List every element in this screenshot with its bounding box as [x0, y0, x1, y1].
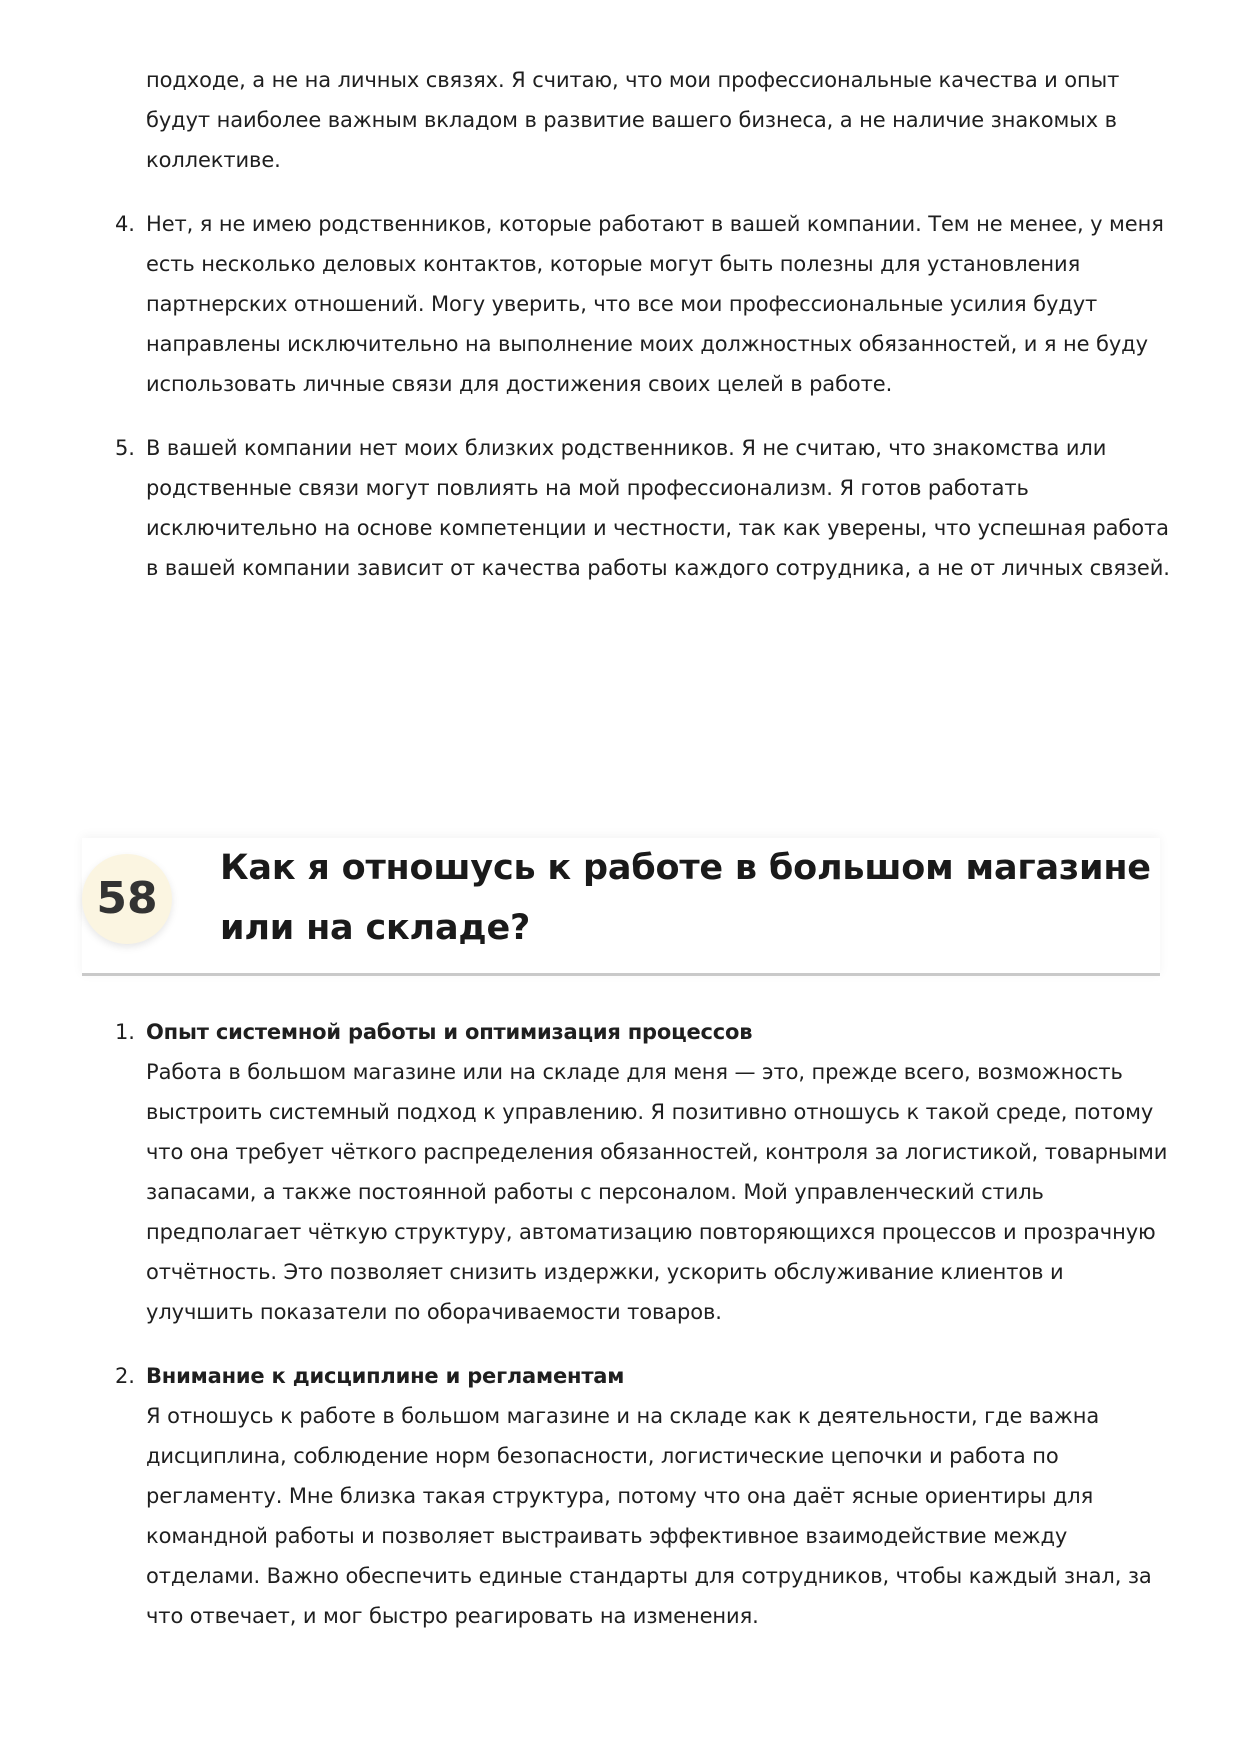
question-number-badge: 58 [82, 854, 172, 944]
item-number: 1. [115, 1020, 135, 1044]
item-number: 5. [115, 436, 135, 460]
list-item [115, 1012, 1170, 1332]
item-number: 4. [115, 212, 135, 236]
previous-answers-list [115, 60, 1170, 588]
item-title: Опыт системной работы и оптимизация процессов [146, 1020, 753, 1044]
list-item [115, 428, 1170, 588]
list-item [115, 1356, 1170, 1636]
list-item [115, 204, 1170, 404]
list-item-continuation [115, 60, 1170, 180]
item-title: Внимание к дисциплине и регламентам [146, 1364, 625, 1388]
continuation-text: подходе, а не на личных связях. Я считаю, что мои профессиональные качества и опыт будут наиболее важным вкладом в развитие вашего бизнеса, а не наличие знакомых в коллективе. [146, 68, 1120, 172]
item-text: Нет, я не имею родственников, которые работают в вашей компании. Тем не менее, у меня есть несколько деловых контактов, которые могут быть полезны для установления партнерских отношений. Могу уверить, что все мои профессиональные усилия будут направлены исключительно на выполнение моих должностных обязанностей, и я не буду использовать личные связи для достижения своих целей в работе. [146, 212, 1164, 396]
answers-list [115, 1012, 1170, 1636]
question-title: Как я отношусь к работе в большом магазине или на складе? [220, 848, 1151, 948]
question-header [82, 838, 1160, 976]
item-text: Я отношусь к работе в большом магазине и на складе как к деятельности, где важна дисциплина, соблюдение норм безопасности, логистические цепочки и работа по регламенту. Мне близка такая структура, потому что она даёт ясные ориентиры для командной работы и позволяет выстраивать эффективное взаимодействие между отделами. Важно обеспечить единые стандарты для сотрудников, чтобы каждый знал, за что отвечает, и мог быстро реагировать на изменения. [146, 1404, 1152, 1628]
item-text: В вашей компании нет моих близких родственников. Я не считаю, что знакомства или родственные связи могут повлиять на мой профессионализм. Я готов работать исключительно на основе компетенции и честности, так как уверены, что успешная работа в вашей компании зависит от качества работы каждого сотрудника, а не от личных связей. [146, 436, 1170, 580]
item-text: Работа в большом магазине или на складе для меня — это, прежде всего, возможность выстроить системный подход к управлению. Я позитивно отношусь к такой среде, потому что она требует чёткого распределения обязанностей, контроля за логистикой, товарными запасами, а также постоянной работы с персоналом. Мой управленческий стиль предполагает чёткую структуру, автоматизацию повторяющихся процессов и прозрачную отчётность. Это позволяет снизить издержки, ускорить обслуживание клиентов и улучшить показатели по оборачиваемости товаров. [146, 1060, 1168, 1324]
item-number: 2. [115, 1364, 135, 1388]
